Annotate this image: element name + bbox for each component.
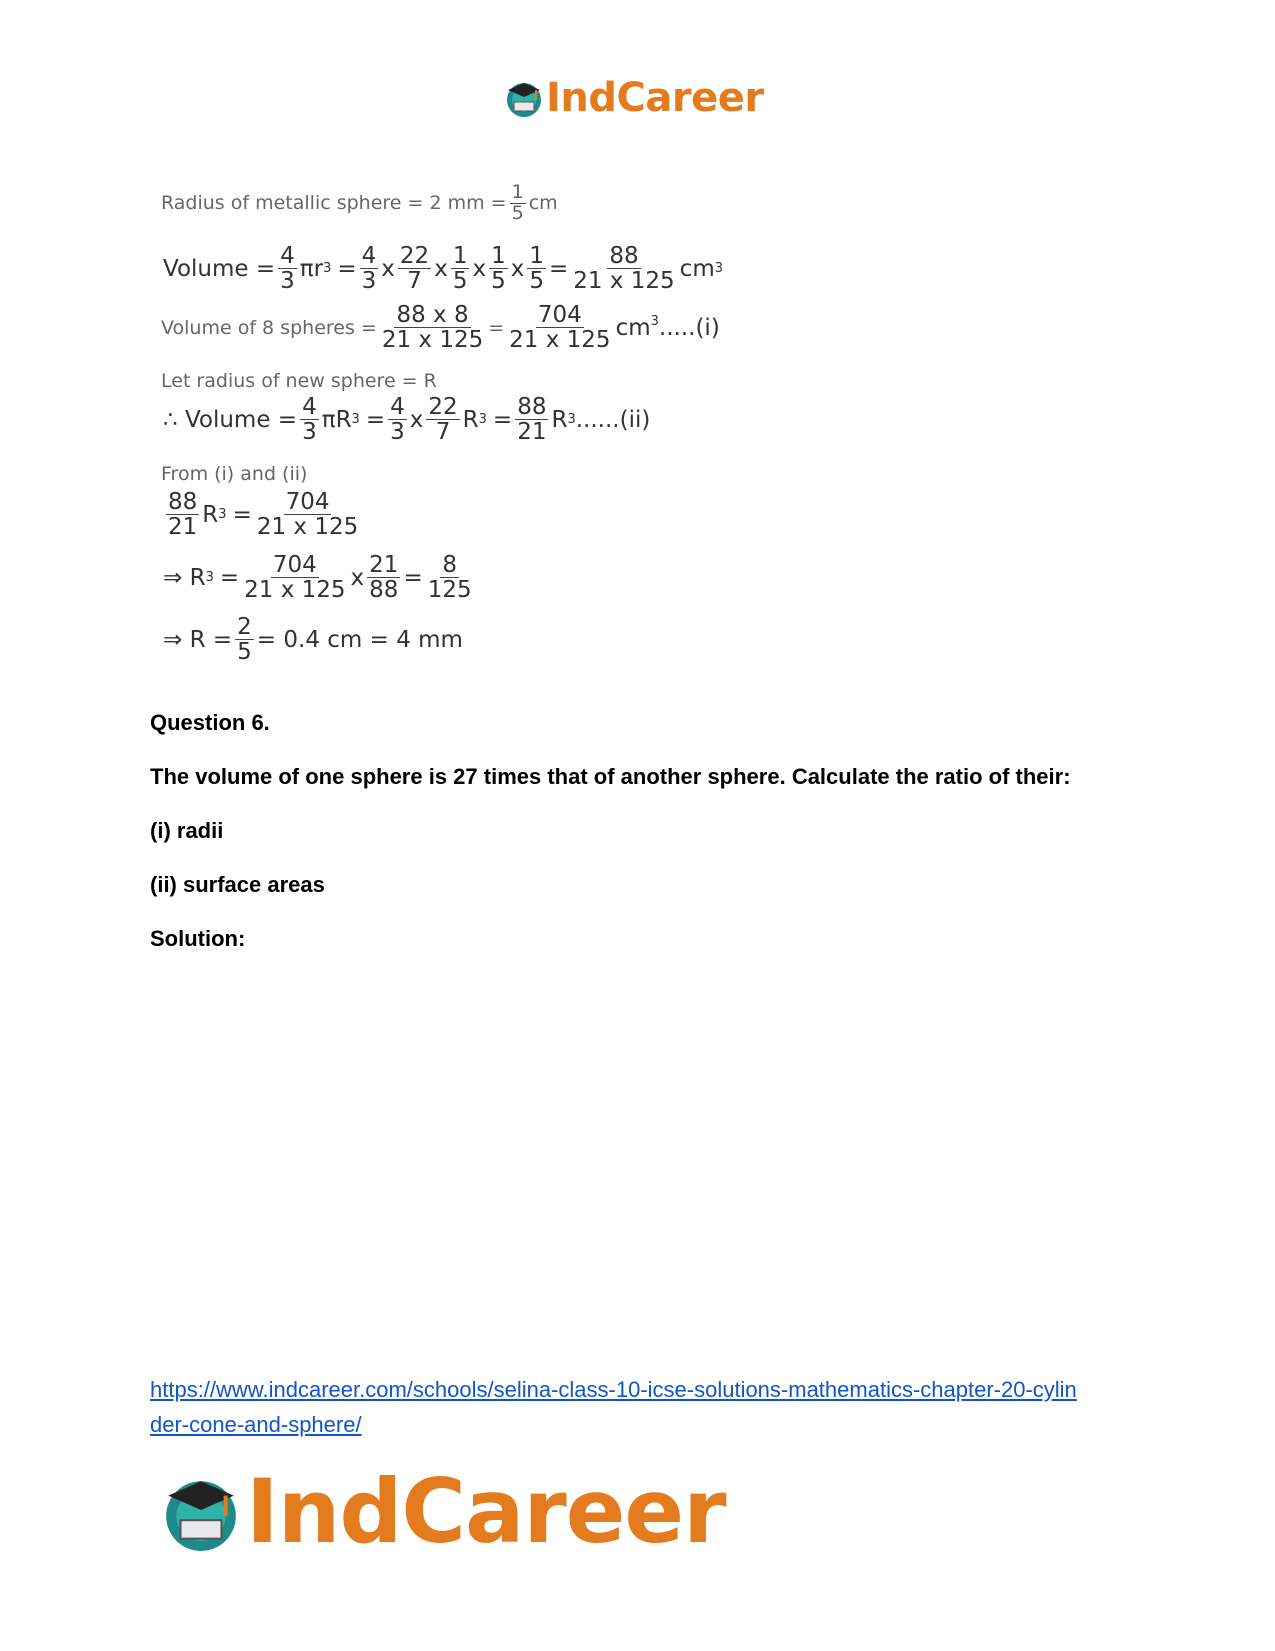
math-line-r-result: ⇒ R = $\frac{2}{5}$ = 0.4 cm = 4 mm (163, 614, 463, 666)
math-text: cm (528, 192, 558, 215)
graduation-globe-icon (504, 78, 544, 118)
fraction: $\frac{1}{5}$ (511, 181, 524, 224)
source-link-line-2[interactable]: der-cone-and-sphere/ (150, 1412, 362, 1437)
question-part-ii: (ii) surface areas (150, 872, 325, 897)
math-text: Volume = (163, 255, 276, 282)
solution-label: Solution: (150, 926, 246, 951)
footer-logo (160, 1460, 726, 1563)
graduation-globe-icon (160, 1471, 242, 1553)
math-line-r-cubed: ⇒ R 3 = $\frac{704}{21 x 125}$ x $\frac{21}{88}$ = $\frac{8}{125}$ (163, 552, 472, 604)
header-logo (504, 75, 764, 121)
question-text: The volume of one sphere is 27 times that of another sphere. Calculate the ratio of their: (150, 764, 1071, 789)
math-text: Radius of metallic sphere = 2 mm = (161, 192, 507, 215)
logo-text: IndCareer (246, 1460, 726, 1563)
math-line-new-radius: Let radius of new sphere = R (161, 370, 437, 392)
question-part-i: (i) radii (150, 818, 224, 843)
math-line-volume: Volume = $\frac{4}{3}$ πr 3 = $\frac{4}{3}$ x $\frac{22}{7}$ x $\frac{1}{5}$ x $\frac{1}{5}$ x $\frac{1}{5}$ = $\frac{88}{21 x 125}$ cm 3 (163, 243, 724, 295)
question-title: Question 6. (150, 710, 270, 735)
math-line-new-volume: ∴ Volume = $\frac{4}{3}$ πR 3 = $\frac{4}{3}$ x $\frac{22}{7}$ R 3 = $\frac{88}{21}$ R 3 ......(ii) (163, 394, 651, 446)
math-line-from: From (i) and (ii) (161, 463, 308, 485)
math-line-equation: $\frac{88}{21}$ R 3 = $\frac{704}{21 x 125}$ (168, 489, 359, 541)
math-line-radius (161, 183, 558, 224)
logo-text: IndCareer (546, 75, 764, 121)
math-line-volume-8-spheres: Volume of 8 spheres = $\frac{88 x 8}{21 x 125}$ = $\frac{704}{21 x 125}$ $cm^3.....(i)$ (161, 302, 720, 354)
source-link-line-1[interactable]: https://www.indcareer.com/schools/selina-class-10-icse-solutions-mathematics-chapter-20-cylin (150, 1377, 1077, 1402)
